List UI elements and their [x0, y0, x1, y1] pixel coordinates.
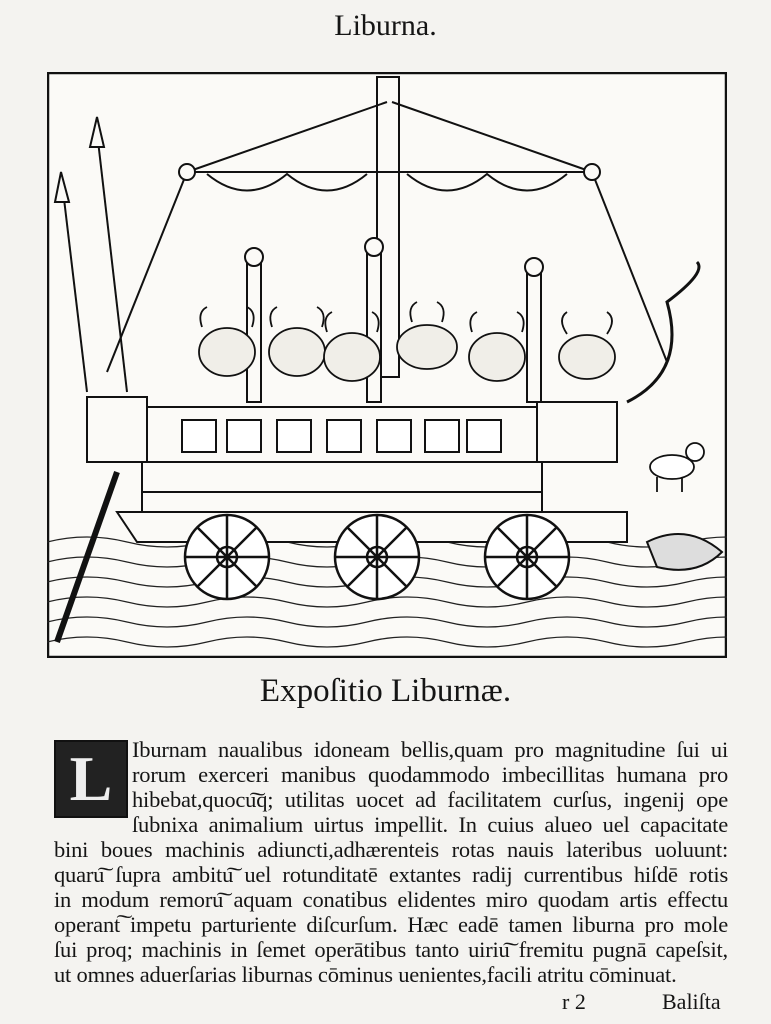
- drop-cap-letter: L: [69, 743, 113, 814]
- body-line: quaru͠ ſupra ambitu͠ uel rotunditatē extantes radij currentibus hiſdē rotis: [54, 862, 728, 887]
- body-line: hibebat,quocu͠q; utilitas uocet ad facilitatem curſus, ingenij ope: [132, 787, 728, 812]
- body-line: Iburnam naualibus idoneam bellis,quam pro magnitudine ſui ui: [132, 737, 728, 762]
- signature-mark: r 2: [562, 989, 586, 1014]
- paddle-wheels: [185, 515, 569, 599]
- page-title: Liburna.: [334, 9, 437, 42]
- section-heading: Expoſitio Liburnæ.: [259, 673, 512, 709]
- body-line: rorum exerceri manibus quodammodo imbecillitas humana pro: [132, 762, 728, 787]
- body-line: ut omnes aduerſarias liburnas cōminus uenientes,facili atritu cōminuat.: [54, 962, 677, 987]
- body-line: operant͠ impetu parturiente diſcurſum. Hæc eadē tamen liburna pro mole: [54, 912, 728, 937]
- body-line: in modum remoru͠ aquam conatibus elidentes miro quodam artis effectu: [54, 887, 728, 912]
- woodcut-illustration-liburna: [47, 72, 727, 658]
- body-line: bini boues machinis adiuncti,adhærenteis rotas nauis lateribus uoluunt:: [54, 837, 728, 862]
- catchword: Baliſta: [662, 989, 721, 1014]
- decorated-initial: [54, 740, 128, 818]
- body-line: ſui proq; machinis in ſemet operātibus tanto uiriu͠ fremitu pugnā capeſsit,: [54, 937, 728, 962]
- body-line: ſubnixa animalium uirtus impellit. In cuius alueo uel capacitate: [132, 812, 728, 837]
